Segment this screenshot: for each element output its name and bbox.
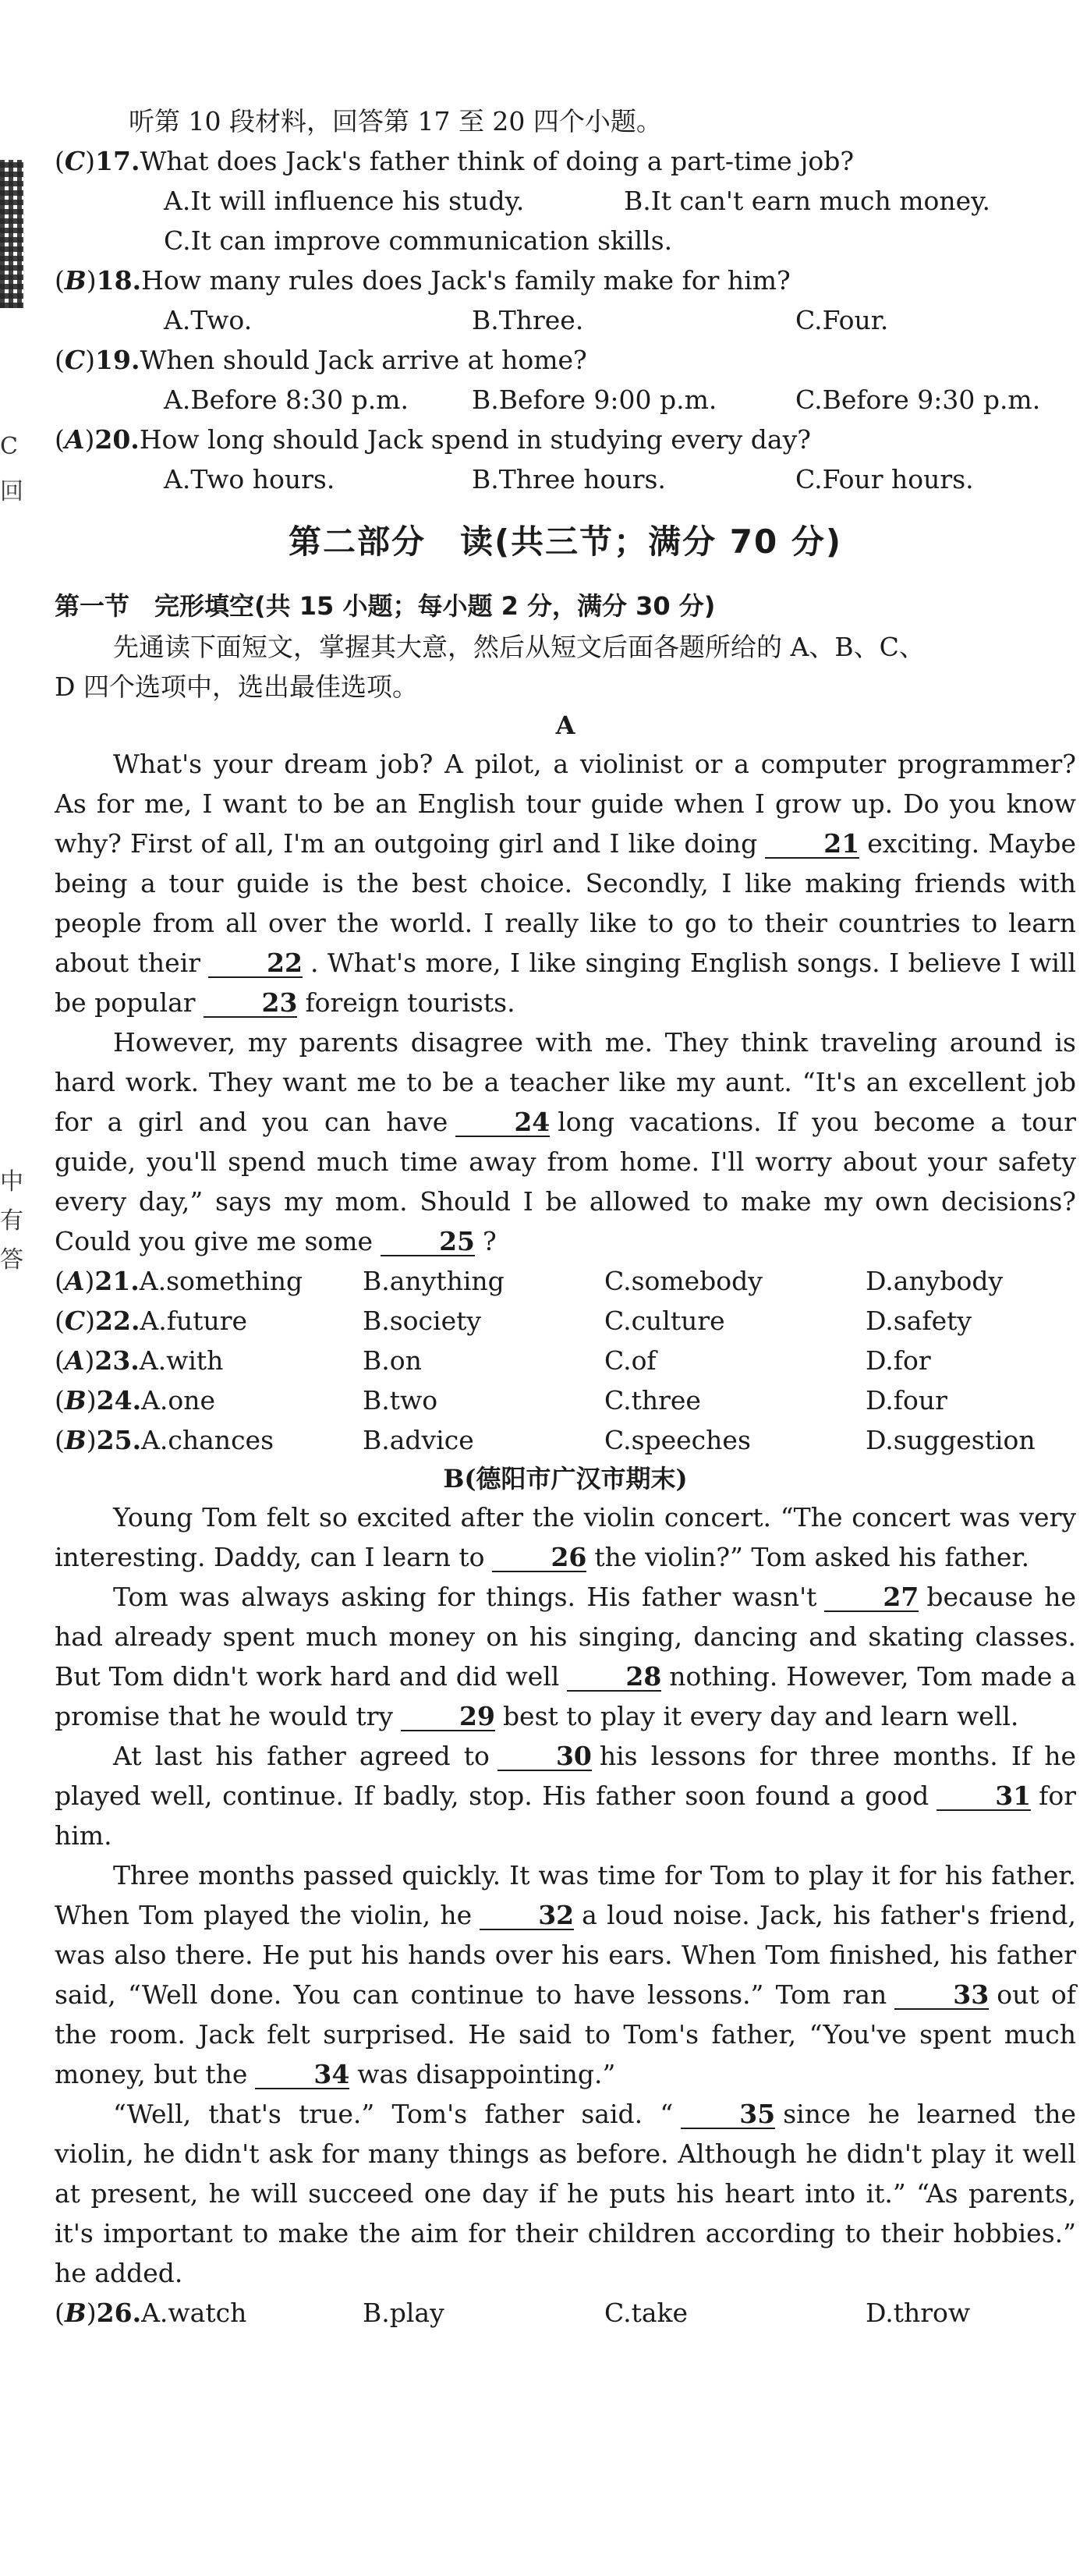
passage-text: foreign tourists. [305, 987, 515, 1018]
answer-mark: B [64, 1385, 87, 1416]
page-content [55, 101, 1076, 2333]
option-b: B.anything [363, 1266, 505, 1296]
passage-b-choices [55, 2293, 1076, 2333]
choice-26-a: (B)26.A.watch [55, 2298, 247, 2328]
option-c: C.take [604, 2298, 689, 2328]
option-c: C.culture [604, 1306, 725, 1336]
part-two-title: 第二部分 读(共三节；满分 70 分) [288, 523, 843, 561]
option-b: B.Three. [472, 305, 584, 335]
edge-char: 中 [0, 1168, 23, 1196]
answer-mark: B [64, 1425, 87, 1455]
option-a: A.one [141, 1385, 216, 1416]
option-c: C.somebody [604, 1266, 763, 1296]
section-one-title: 第一节 完形填空(共 15 小题；每小题 2 分，满分 30 分) [55, 591, 716, 621]
choice-22-a: (C)22.A.future [55, 1306, 248, 1336]
passage-text: At last his father agreed to [113, 1741, 490, 1771]
passage-a-choices [55, 1261, 1076, 1460]
question-17: (C)17.What does Jack's father think of doing a part-time job? A.It will influence his study. B.It can't earn much money. C.It can improve communication skills. [55, 141, 1076, 260]
option-c: C.It can improve communication skills. [164, 225, 673, 256]
answer-mark: B [64, 265, 87, 296]
passage-text: out of the room. Jack felt surprised. He said to Tom's father, “You've spent much money, but the [55, 1979, 1076, 2089]
passage-a-paragraph-1 [55, 744, 1076, 1022]
option-c: C.Four. [795, 305, 889, 335]
blank-32: 32 [480, 1902, 574, 1930]
blank-21: 21 [765, 831, 859, 859]
option-b: B.Three hours. [472, 464, 666, 494]
option-c: C.speeches [604, 1425, 751, 1455]
listening-intro: 听第 10 段材料，回答第 17 至 20 四个小题。 [129, 106, 662, 136]
passage-b-paragraph-2 [55, 1577, 1076, 1736]
passage-text: because he had already spent much money on his singing, dancing and skating classes. But Tom didn't work hard and did well [55, 1582, 1076, 1692]
option-a: A.It will influence his study. [164, 186, 525, 216]
edge-char: 有 [0, 1207, 23, 1235]
answer-mark: A [64, 1345, 85, 1376]
blank-31: 31 [937, 1783, 1031, 1811]
question-number: 21. [94, 1266, 140, 1296]
answer-mark: C [64, 345, 86, 375]
edge-char: 回 [0, 478, 23, 505]
passage-text: for him. [55, 1781, 1076, 1851]
binding-edge [0, 0, 22, 2576]
passage-a-paragraph-2 [55, 1022, 1076, 1261]
option-a: A.Before 8:30 p.m. [164, 384, 409, 415]
question-text: How long should Jack spend in studying every day? [139, 424, 811, 455]
question-text: How many rules does Jack's family make for him? [141, 265, 791, 296]
question-20: (A)20.How long should Jack spend in studying every day? A.Two hours. B.Three hours. C.Four hours. [55, 420, 1076, 499]
option-a: A.Two hours. [164, 464, 335, 494]
edge-char: C [0, 433, 18, 460]
passage-text: “Well, that's true.” Tom's father said. “ [113, 2099, 674, 2129]
option-b: B.two [363, 1385, 438, 1416]
option-d: D.safety [866, 1306, 972, 1336]
option-a: A.Two. [164, 305, 253, 335]
question-number: 26. [96, 2298, 142, 2328]
choice-24-a: (B)24.A.one [55, 1385, 216, 1416]
choice-21-a: (A)21.A.something [55, 1266, 303, 1296]
option-b: B.society [363, 1306, 482, 1336]
choice-25-a: (B)25.A.chances [55, 1425, 274, 1455]
blank-25: 25 [381, 1228, 475, 1256]
option-b: B.advice [363, 1425, 474, 1455]
passage-text: long vacations. If you become a tour guide, you'll spend much time away from home. I'll worry about your safety every day,” says my mom. Should I be allowed to make my own decisions? Could you give me some [55, 1107, 1076, 1256]
blank-27: 27 [824, 1584, 919, 1612]
qr-code-icon [0, 160, 23, 308]
passage-text: best to play it every day and learn well. [502, 1701, 1019, 1731]
passage-b-label: B(德阳市广汉市期末) [443, 1464, 688, 1494]
option-a: A.chances [141, 1425, 274, 1455]
passage-text: Three months passed quickly. It was time for Tom to play it for his father. When Tom played the violin, he [55, 1860, 1076, 1930]
passage-text: What's your dream job? A pilot, a violinist or a computer programmer? As for me, I want to be an English tour guide when I grow up. Do you know why? First of all, I'm an outgoing girl and I like doing [55, 749, 1076, 859]
edge-char: 答 [0, 1246, 23, 1274]
question-number: 22. [95, 1306, 140, 1336]
answer-mark: A [64, 1266, 85, 1296]
question-number: 20. [94, 424, 140, 455]
passage-text: the violin?” Tom asked his father. [594, 1542, 1030, 1572]
answer-mark: A [64, 424, 85, 455]
blank-28: 28 [567, 1664, 661, 1692]
option-d: D.anybody [866, 1266, 1004, 1296]
passage-text: a loud noise. Jack, his father's friend, was also there. He put his hands over his ears. When Tom finished, his father said, “Well done. You can continue to have lessons.” Tom ran [55, 1900, 1077, 2010]
option-a: A.future [140, 1306, 248, 1336]
blank-22: 22 [208, 950, 303, 978]
answer-mark: C [64, 146, 86, 176]
option-d: D.throw [866, 2298, 971, 2328]
option-a: A.with [139, 1345, 224, 1376]
option-c: C.Before 9:30 p.m. [795, 384, 1041, 415]
option-d: D.for [866, 1345, 931, 1376]
question-number: 25. [96, 1425, 142, 1455]
instruction-line-2: D 四个选项中，选出最佳选项。 [55, 671, 418, 702]
passage-text: since he learned the violin, he didn't ask for many things as before. Although he didn't play it well at present, he will succeed one day if he puts his heart into it.” “As parents, it's important to make the aim for their children according to their hobbies.” he added. [55, 2099, 1076, 2288]
passage-b-paragraph-3 [55, 1736, 1076, 1855]
passage-text: However, my parents disagree with me. They think traveling around is hard work. They want me to be a teacher like my aunt. “It's an excellent job for a girl and you can have [55, 1027, 1076, 1137]
blank-35: 35 [681, 2101, 775, 2129]
passage-text: Young Tom felt so excited after the violin concert. “The concert was very interesting. Daddy, can I learn to [55, 1502, 1076, 1572]
passage-text: . What's more, I like singing English songs. I believe I will be popular [55, 948, 1076, 1018]
passage-text: ? [483, 1226, 497, 1256]
blank-34: 34 [255, 2061, 349, 2089]
option-c: C.Four hours. [795, 464, 974, 494]
blank-23: 23 [204, 990, 298, 1018]
option-b: B.on [363, 1345, 422, 1376]
passage-text: Tom was always asking for things. His father wasn't [113, 1582, 817, 1612]
blank-26: 26 [492, 1544, 586, 1572]
answer-mark: B [64, 2298, 87, 2328]
question-18: (B)18.How many rules does Jack's family make for him? A.Two. B.Three. C.Four. [55, 260, 1076, 340]
passage-b-paragraph-5 [55, 2094, 1076, 2293]
instruction-line-1: 先通读下面短文，掌握其大意，然后从短文后面各题所给的 A、B、C、 [113, 632, 925, 662]
option-b: B.Before 9:00 p.m. [472, 384, 717, 415]
option-d: D.suggestion [866, 1425, 1036, 1455]
question-text: When should Jack arrive at home? [140, 345, 587, 375]
blank-24: 24 [455, 1109, 550, 1137]
passage-a-label: A [555, 710, 575, 740]
blank-30: 30 [497, 1743, 592, 1771]
passage-b-paragraph-4 [55, 1855, 1076, 2094]
passage-text: exciting. Maybe being a tour guide is the best choice. Secondly, I like making friends with people from all over the world. I really like to go to their countries to learn about their [55, 828, 1076, 978]
question-number: 24. [96, 1385, 142, 1416]
question-number: 18. [96, 265, 142, 296]
question-number: 19. [95, 345, 140, 375]
passage-text: was disappointing.” [357, 2059, 616, 2089]
blank-29: 29 [401, 1703, 495, 1731]
option-c: C.of [604, 1345, 657, 1376]
option-b: B.It can't earn much money. [624, 186, 990, 216]
question-number: 17. [95, 146, 140, 176]
option-a: A.something [139, 1266, 303, 1296]
question-number: 23. [94, 1345, 140, 1376]
option-c: C.three [604, 1385, 701, 1416]
answer-mark: C [64, 1306, 86, 1336]
blank-33: 33 [894, 1982, 989, 2010]
option-a: A.watch [141, 2298, 247, 2328]
option-d: D.four [866, 1385, 947, 1416]
question-19: (C)19.When should Jack arrive at home? A.Before 8:30 p.m. B.Before 9:00 p.m. C.Before 9:30 p.m. [55, 340, 1076, 420]
passage-text: his lessons for three months. If he played well, continue. If badly, stop. His father soon found a good [55, 1741, 1076, 1811]
option-b: B.play [363, 2298, 444, 2328]
passage-b-paragraph-1 [55, 1497, 1076, 1577]
choice-23-a: (A)23.A.with [55, 1345, 224, 1376]
question-text: What does Jack's father think of doing a part-time job? [140, 146, 855, 176]
passage-text: nothing. However, Tom made a promise that he would try [55, 1661, 1076, 1731]
